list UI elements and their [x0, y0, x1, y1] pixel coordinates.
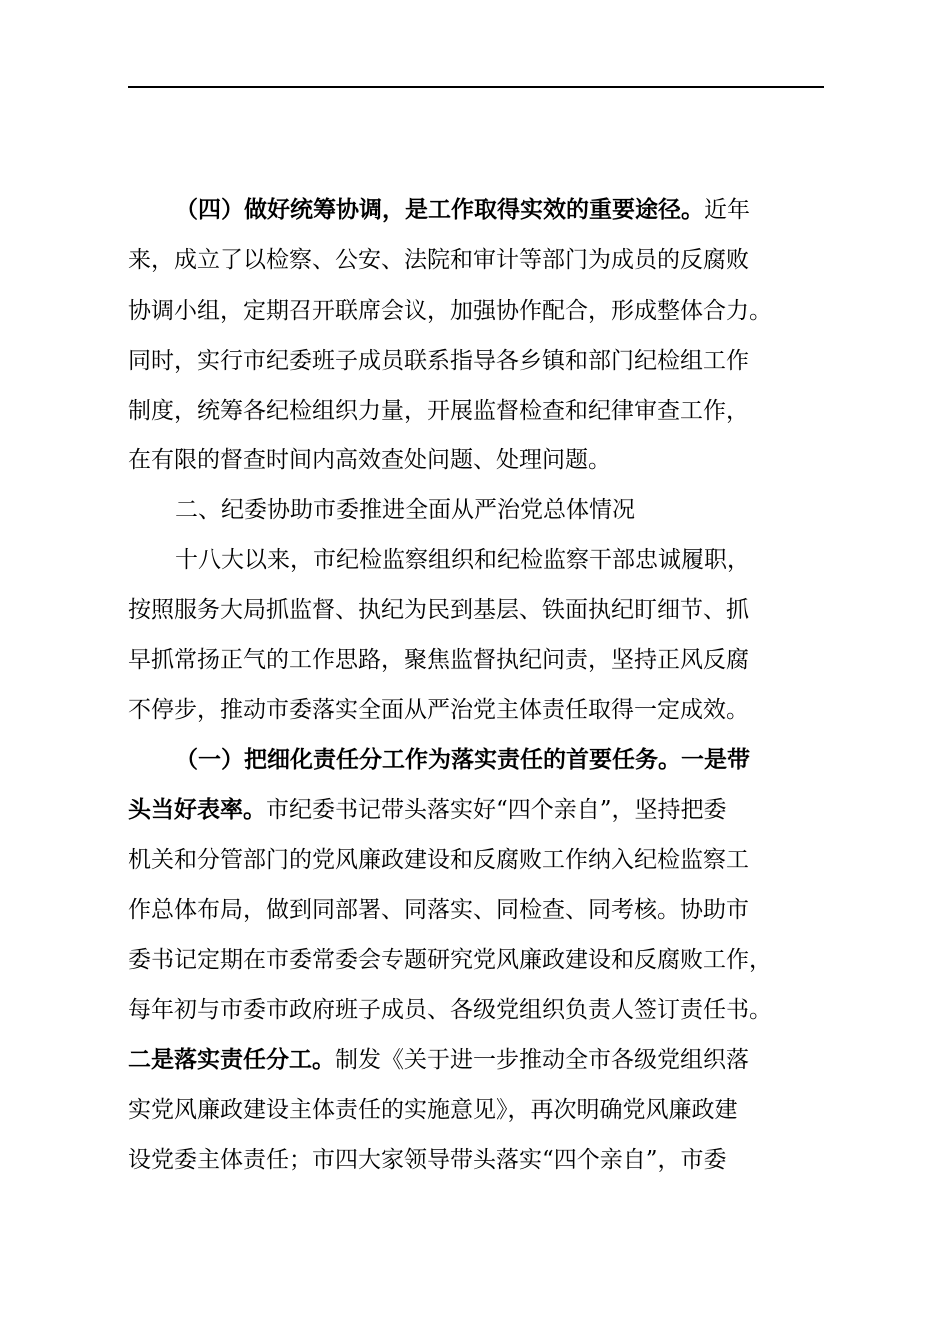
paragraph-1-heading: （一）把细化责任分工作为落实责任的首要任务。: [175, 746, 681, 773]
paragraph-1-line-4: 作总体布局，做到同部署、同落实、同检查、同考核。协助市: [128, 897, 749, 923]
header-rule: [128, 86, 824, 88]
paragraph-4-heading: （四）做好统筹协调，是工作取得实效的重要途径。: [175, 196, 704, 223]
paragraph-1-sub2: 二是落实责任分工。: [128, 1046, 335, 1073]
paragraph-4-line-3: 协调小组，定期召开联席会议，加强协作配合，形成整体合力。: [128, 298, 772, 324]
section-2-intro-line-4: 不停步，推动市委落实全面从严治党主体责任取得一定成效。: [128, 697, 749, 723]
paragraph-1-line-2-text: 市纪委书记带头落实好“四个亲自”，坚持把委: [266, 797, 727, 823]
paragraph-1-line-3: 机关和分管部门的党风廉政建设和反腐败工作纳入纪检监察工: [128, 847, 749, 873]
paragraph-1-line-7-text: 制发《关于进一步推动全市各级党组织落: [335, 1047, 749, 1073]
paragraph-1-line-6: 每年初与市委市政府班子成员、各级党组织负责人签订责任书。: [128, 997, 772, 1023]
paragraph-1-line-7: [128, 1040, 838, 1080]
paragraph-4-line-4: 同时，实行市纪委班子成员联系指导各乡镇和部门纪检组工作: [128, 348, 749, 374]
section-2-intro-line-1: 十八大以来，市纪检监察组织和纪检监察干部忠诚履职，: [175, 547, 750, 573]
paragraph-4-line-1: [175, 190, 838, 230]
paragraph-1-line-5: 委书记定期在市委常委会专题研究党风廉政建设和反腐败工作，: [128, 947, 772, 973]
section-2-title: 二、纪委协助市委推进全面从严治党总体情况: [175, 497, 635, 523]
paragraph-1-line-9: 设党委主体责任；市四大家领导带头落实“四个亲自”，市委: [128, 1147, 727, 1173]
paragraph-1-sub1-start: 一是带: [681, 746, 750, 773]
paragraph-4-text: 近年: [704, 197, 750, 223]
paragraph-1-line-2: [128, 790, 838, 830]
paragraph-1-line-8: 实党风廉政建设主体责任的实施意见》，再次明确党风廉政建: [128, 1097, 738, 1123]
paragraph-4-line-2: 来，成立了以检察、公安、法院和审计等部门为成员的反腐败: [128, 247, 749, 273]
paragraph-4-line-6: 在有限的督查时间内高效查处问题、处理问题。: [128, 447, 611, 473]
paragraph-1-line-1: [175, 740, 838, 780]
paragraph-1-sub1-end: 头当好表率。: [128, 796, 266, 823]
paragraph-4-line-5: 制度，统筹各纪检组织力量，开展监督检查和纪律审查工作，: [128, 398, 749, 424]
section-2-intro-line-3: 早抓常扬正气的工作思路，聚焦监督执纪问责，坚持正风反腐: [128, 647, 749, 673]
section-2-intro-line-2: 按照服务大局抓监督、执纪为民到基层、铁面执纪盯细节、抓: [128, 597, 749, 623]
